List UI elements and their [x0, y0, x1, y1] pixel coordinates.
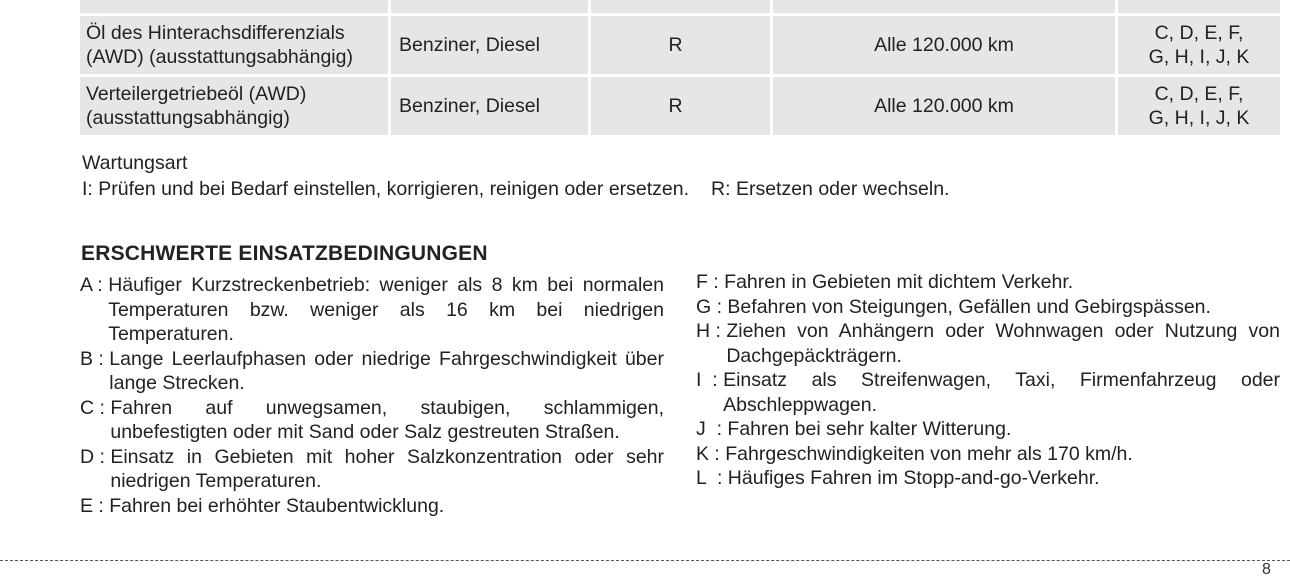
condition-text: Häufiger Kurzstreckenbetrieb: weniger als 8 km bei normalen Temperaturen bzw. weniger als 16 km bei niedrigen Temperaturen.	[108, 274, 664, 345]
condition-key: A :	[80, 274, 109, 296]
condition-text: Einsatz als Streifenwagen, Taxi, Firmenfahrzeug oder Abschleppwagen.	[723, 369, 1280, 416]
condition-key: F :	[696, 271, 725, 293]
condition-key: H :	[696, 320, 727, 342]
condition-item	[696, 295, 1280, 320]
cell-item: Verteilergetriebeöl (AWD) (ausstattungsabhängig)	[80, 77, 391, 135]
table-row	[80, 77, 1280, 135]
condition-key: I :	[696, 369, 724, 391]
condition-item	[696, 368, 1280, 417]
condition-text: Fahren bei sehr kalter Witterung.	[727, 418, 1012, 440]
condition-item	[80, 445, 664, 494]
cell-interval: Alle 120.000 km	[773, 16, 1118, 74]
condition-key: C :	[80, 396, 111, 419]
condition-text: Befahren von Steigungen, Gefällen und Gebirgspässen.	[727, 295, 1211, 318]
cell-interval: Alle 120.000 km	[773, 77, 1118, 135]
cell-conditions: C, D, E, F, G, H, I, J, K	[1148, 22, 1250, 68]
condition-text: Lange Leerlaufphasen oder niedrige Fahrgeschwindigkeit über lange Strecken.	[109, 347, 664, 394]
legend-item-i: I: Prüfen und bei Bedarf einstellen, korrigieren, reinigen oder ersetzen.	[82, 178, 690, 200]
condition-key: E :	[80, 494, 110, 517]
table-row	[80, 16, 1280, 74]
condition-key: G :	[696, 295, 728, 318]
condition-item	[696, 442, 1280, 467]
condition-item	[696, 466, 1280, 491]
cell-type: R	[591, 77, 773, 135]
cell-fuel: Benziner, Diesel	[391, 77, 591, 135]
conditions-list-left	[80, 273, 664, 518]
cell-fuel: Benziner, Diesel	[391, 16, 591, 74]
condition-text: Fahren in Gebieten mit dichtem Verkehr.	[724, 271, 1074, 293]
condition-item	[80, 396, 664, 445]
condition-text: Fahrgeschwindigkeiten von mehr als 170 km/h.	[725, 442, 1133, 465]
condition-text: Einsatz in Gebieten mit hoher Salzkonzentration oder sehr niedrigen Temperaturen.	[110, 445, 664, 492]
condition-item	[80, 347, 664, 396]
page-number-fragment: 8	[1262, 561, 1271, 578]
condition-item	[696, 417, 1280, 442]
condition-key: B :	[80, 347, 110, 370]
condition-item	[80, 494, 664, 519]
section-title: ERSCHWERTE EINSATZBEDINGUNGEN	[81, 242, 488, 265]
cell-type: R	[591, 16, 773, 74]
cell-conditions: C, D, E, F, G, H, I, J, K	[1148, 83, 1250, 129]
condition-key: J :	[696, 418, 728, 440]
legend-title: Wartungsart	[82, 152, 188, 174]
conditions-list-right	[696, 270, 1280, 491]
condition-key: L :	[696, 467, 728, 489]
condition-text: Fahren auf unwegsamen, staubigen, schlammigen, unbefestigten oder mit Sand oder Salz gestreuten Straßen.	[110, 396, 664, 443]
condition-key: K :	[696, 442, 726, 465]
page-divider	[0, 560, 1290, 561]
legend-item-r: R: Ersetzen oder wechseln.	[711, 178, 950, 200]
condition-text: Fahren bei erhöhter Staubentwicklung.	[109, 494, 445, 517]
table-row-partial	[80, 0, 1280, 13]
maintenance-type-legend	[82, 150, 1282, 202]
condition-item	[696, 319, 1280, 368]
condition-text: Häufiges Fahren im Stopp-and-go-Verkehr.	[727, 467, 1100, 489]
maintenance-table	[80, 0, 1280, 135]
cell-item: Öl des Hinterachsdifferenzials (AWD) (ausstattungsabhängig)	[80, 16, 391, 74]
condition-item	[696, 270, 1280, 295]
condition-item	[80, 273, 664, 347]
condition-key: D :	[80, 445, 111, 468]
condition-text: Ziehen von Anhängern oder Wohnwagen oder Nutzung von Dachgepäckträgern.	[726, 320, 1280, 367]
